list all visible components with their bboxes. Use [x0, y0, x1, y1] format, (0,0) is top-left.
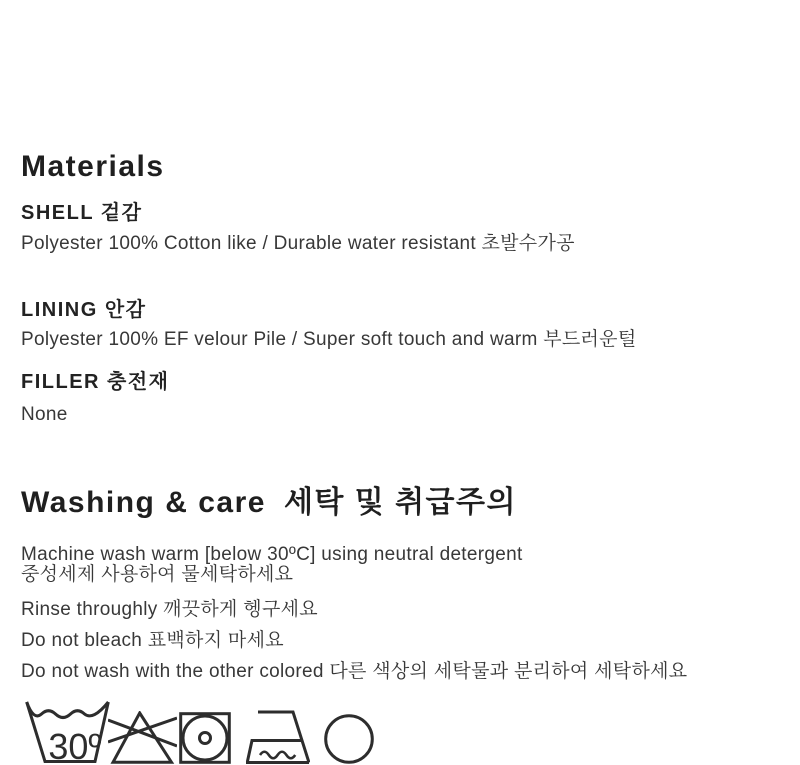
material-value-shell: Polyester 100% Cotton like / Durable water resistant 초발수가공 — [21, 233, 575, 254]
instruction-wash-separately: Do not wash with the other colored 다른 색상의 세탁물과 분리하여 세탁하세요 — [21, 661, 688, 682]
instruction-machine-wash — [21, 545, 800, 585]
instruction-machine-wash-en: Machine wash warm [below 30ºC] using neutral detergent — [21, 544, 523, 565]
care-symbols-row — [21, 700, 800, 764]
materials-section — [21, 149, 800, 427]
dry-clean-icon — [323, 712, 375, 764]
instruction-machine-wash-ko: 중성세제 사용하여 물세탁하세요 — [21, 564, 294, 585]
washing-care-title — [21, 485, 800, 521]
washing-care-title-en: Washing & care — [21, 486, 266, 519]
machine-wash-30-icon — [22, 700, 110, 764]
do-not-bleach-icon — [108, 711, 177, 764]
material-value-filler: None — [21, 404, 68, 425]
washing-care-title-ko: 세탁 및 취급주의 — [283, 486, 517, 519]
material-label-filler: FILLER 충전재 — [21, 371, 170, 393]
tumble-dry-icon — [179, 712, 231, 764]
materials-title: Materials — [21, 150, 165, 183]
iron-icon — [246, 710, 310, 764]
material-label-shell: SHELL 겉감 — [21, 202, 143, 224]
material-label-lining: LINING 안감 — [21, 299, 147, 321]
material-value-lining: Polyester 100% EF velour Pile / Super soft touch and warm 부드러운털 — [21, 329, 637, 350]
wash-temp-label: 30º — [48, 726, 102, 764]
instruction-rinse: Rinse throughly 깨끗하게 헹구세요 — [21, 599, 318, 620]
washing-care-section — [21, 485, 800, 764]
instruction-do-not-bleach: Do not bleach 표백하지 마세요 — [21, 630, 284, 651]
